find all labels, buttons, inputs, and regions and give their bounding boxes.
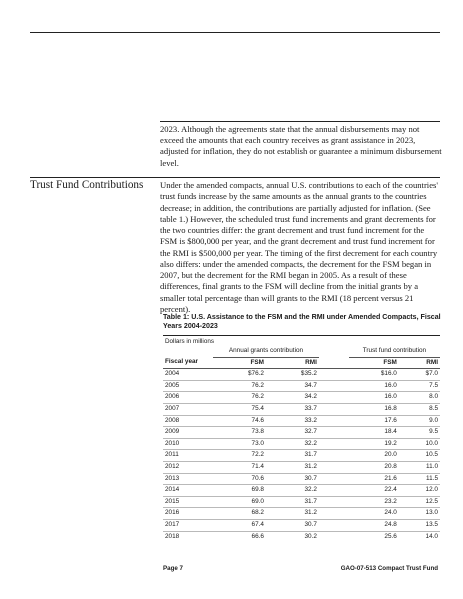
intro-paragraph: 2023. Although the agreements state that the annual disbursements may not exceed the amounts that each country receives as grant assistance in 2023, adjusted for inflation, they do not establish or guarantee a minimum disbursement level. [160,124,442,168]
cell-trust-rmi: 13.5 [399,519,440,531]
cell-trust-rmi: 8.5 [399,403,440,415]
table-row [163,392,440,404]
cell-trust-rmi: 11.0 [399,461,440,473]
report-id: GAO-07-513 Compact Trust Fund [340,565,438,572]
cell-trust-fsm: 20.8 [349,461,399,473]
cell-grants-rmi: 30.7 [266,519,319,531]
cell-grants-rmi: 33.2 [266,415,319,427]
table-row [163,508,440,520]
cell-trust-fsm: 20.0 [349,450,399,462]
cell-year: 2012 [163,461,213,473]
cell-grants-rmi: 31.7 [266,496,319,508]
table-row [163,519,440,531]
cell-grants-fsm: 76.2 [213,392,266,404]
cell-grants-rmi: 34.2 [266,392,319,404]
cell-grants-rmi: 33.7 [266,403,319,415]
table-row [163,438,440,450]
cell-grants-fsm: 71.4 [213,461,266,473]
cell-year: 2005 [163,380,213,392]
table-row [163,403,440,415]
table-row [163,461,440,473]
cell-grants-rmi: 30.7 [266,473,319,485]
cell-year: 2004 [163,369,213,381]
cell-year: 2007 [163,403,213,415]
cell-grants-fsm: 75.4 [213,403,266,415]
group-header-gap [319,346,349,357]
cell-grants-rmi: 32.2 [266,485,319,497]
cell-gap [319,438,349,450]
cell-gap [319,450,349,462]
cell-trust-fsm: $16.0 [349,369,399,381]
group-header-blank [163,346,213,357]
cell-year: 2017 [163,519,213,531]
cell-grants-rmi: 34.7 [266,380,319,392]
cell-year: 2006 [163,392,213,404]
column-header-year: Fiscal year [163,357,213,369]
cell-trust-rmi: $7.0 [399,369,440,381]
cell-grants-fsm: $76.2 [213,369,266,381]
cell-trust-rmi: 13.0 [399,508,440,520]
cell-trust-rmi: 10.5 [399,450,440,462]
table-row [163,531,440,542]
cell-year: 2018 [165,532,180,540]
cell-grants-rmi: 30.2 [304,532,317,540]
cell-year: 2014 [163,485,213,497]
top-rule [30,32,440,33]
column-header-grants-rmi: RMI [266,357,319,369]
cell-trust-rmi: 11.5 [399,473,440,485]
section-body: Under the amended compacts, annual U.S. contributions to each of the countries' trust funds increase by the same amounts as the annual grants to the countries decrease; in addition, the contributions are partially adjusted for inflation. (See table 1.) However, the scheduled trust fund increments and grant decrements for the two countries differ: the grant decrement and trust fund increment for the FSM is $800,000 per year, and the grant decrement and trust fund increment for the RMI is $500,000 per year. The timing of the first decrement for each country also differs: under the amended compacts, the decrement for the FSM began in 2007, but the decrement for the RMI began in 2005. As a result of these differences, final grants to the FSM will decline from the initial grants by a smaller total percentage than will grants to the RMI (18 percent versus 21 percent). [160,180,438,314]
cell-gap [319,473,349,485]
table-row [163,369,440,381]
table-row [163,380,440,392]
cell-grants-rmi: 31.7 [266,450,319,462]
section-rule [30,177,440,178]
cell-grants-fsm: 73.8 [213,427,266,439]
table-body [163,369,440,542]
cell-grants-rmi: 32.7 [266,427,319,439]
cell-gap [319,403,349,415]
cell-trust-rmi: 12.5 [399,496,440,508]
cell-gap [319,461,349,473]
table-row [163,427,440,439]
cell-gap [319,485,349,497]
cell-grants-fsm: 76.2 [213,380,266,392]
column-header-trust-rmi: RMI [399,357,440,369]
cell-grants-fsm: 69.0 [213,496,266,508]
cell-trust-fsm: 16.0 [349,392,399,404]
cell-trust-fsm: 16.0 [349,380,399,392]
cell-grants-rmi: 31.2 [266,461,319,473]
cell-gap [319,496,349,508]
table-row [163,496,440,508]
cell-gap [319,427,349,439]
cell-grants-rmi: $35.2 [266,369,319,381]
cell-grants-fsm: 74.6 [213,415,266,427]
cell-grants-fsm: 66.6 [251,532,264,540]
column-header-grants-fsm: FSM [213,357,266,369]
cell-grants-fsm: 68.2 [213,508,266,520]
group-header-trust: Trust fund contribution [349,346,440,357]
column-header-gap [319,357,349,369]
cell-year: 2011 [163,450,213,462]
cell-trust-fsm: 24.0 [349,508,399,520]
cell-grants-fsm: 69.8 [213,485,266,497]
cell-grants-fsm: 73.0 [213,438,266,450]
cell-gap [319,380,349,392]
cell-gap [319,415,349,427]
page-number: Page 7 [163,565,183,572]
cell-gap [319,392,349,404]
table-title-rule [163,335,440,336]
table-row [163,450,440,462]
cell-grants-fsm: 67.4 [213,519,266,531]
group-header-grants: Annual grants contribution [213,346,319,357]
cell-trust-rmi: 7.5 [399,380,440,392]
cell-year: 2008 [163,415,213,427]
assistance-table [163,346,440,542]
cell-year: 2015 [163,496,213,508]
table-units: Dollars in millions [165,338,214,345]
table-title: Table 1: U.S. Assistance to the FSM and the RMI under Amended Compacts, Fiscal Years 2004-2023 [163,313,441,330]
cell-trust-rmi: 12.0 [399,485,440,497]
cell-year: 2010 [163,438,213,450]
paragraph-rule [160,121,440,122]
cell-grants-fsm: 70.6 [213,473,266,485]
cell-gap [319,369,349,381]
cell-trust-rmi: 10.0 [399,438,440,450]
table-row [163,485,440,497]
cell-year: 2009 [163,427,213,439]
cell-grants-fsm: 72.2 [213,450,266,462]
cell-trust-rmi: 8.0 [399,392,440,404]
cell-year: 2013 [163,473,213,485]
cell-gap [319,531,349,542]
cell-trust-fsm: 18.4 [349,427,399,439]
cell-trust-fsm: 24.8 [349,519,399,531]
cell-grants-rmi: 31.2 [266,508,319,520]
cell-trust-fsm: 22.4 [349,485,399,497]
cell-trust-fsm: 17.6 [349,415,399,427]
cell-grants-rmi: 32.2 [266,438,319,450]
cell-trust-fsm: 21.6 [349,473,399,485]
table-row [163,473,440,485]
cell-trust-rmi: 14.0 [425,532,438,540]
cell-trust-rmi: 9.5 [399,427,440,439]
cell-year: 2016 [163,508,213,520]
cell-gap [319,508,349,520]
column-header-trust-fsm: FSM [349,357,399,369]
table-row [163,415,440,427]
cell-trust-fsm: 16.8 [349,403,399,415]
section-heading: Trust Fund Contributions [30,179,144,191]
cell-gap [319,519,349,531]
cell-trust-fsm: 19.2 [349,438,399,450]
cell-trust-rmi: 9.0 [399,415,440,427]
cell-trust-fsm: 23.2 [349,496,399,508]
cell-trust-fsm: 25.6 [384,532,397,540]
